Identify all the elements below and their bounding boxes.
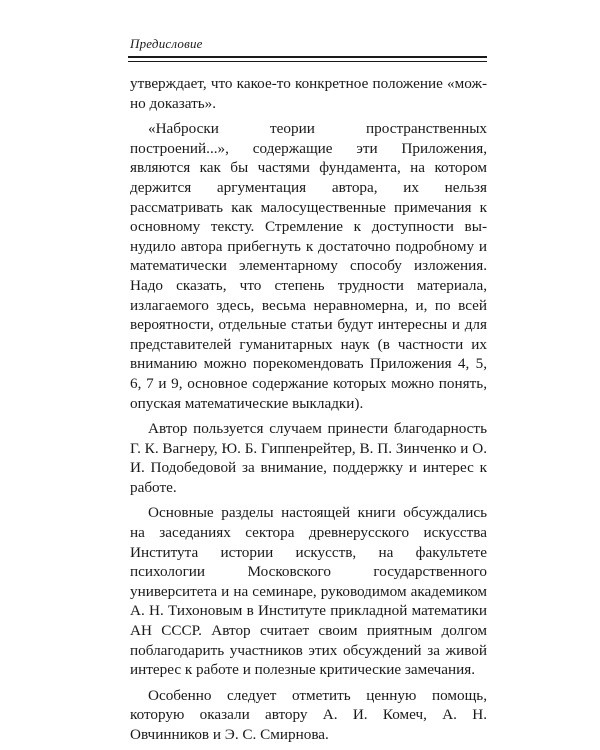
header-rule-thin (128, 61, 487, 62)
paragraph-sketches: «Наброски теории пространственных построений...», содержащие эти Приложения, являются как бы частями фундамента, на котором держится аргументация автора, их нельзя рассматривать как малосущественные примечания к основному тексту. Стремление к доступности вынудило автора прибегнуть к достаточно подробному и математически элементарному способу изложения. Надо сказать, что степень трудности материала, излагаемого здесь, весьма неравномерна, и, по всей вероятности, отдельные статьи будут интересны и для представителей гуманитарных наук (в частности их вниманию можно порекомендовать Приложения 4, 5, 6, 7 и 9, основное содержание которых можно понять, опуская математические выкладки). (130, 120, 487, 412)
running-head-title: Предисловие (130, 36, 203, 51)
paragraph-discussions: Основные разделы настоящей книги обсуждались на заседаниях сектора древнерусского искусства Института истории искусств, на факультете психологии Московского государственного университета и на семинаре, руководимом академиком А. Н. Тихоновым в Институте прикладной математики АН СССР. Автор считает своим приятным долгом поблагодарить участников этих обсуждений за живой интерес к работе и полезные критические замечания. (130, 504, 487, 679)
paragraph-special-thanks: Особенно следует отметить ценную помощь, которую оказали автору А. И. Комеч, А. Н. Овчинников и Э. С. Смирнова. (130, 686, 487, 743)
paragraph-acknowledgment: Автор пользуется случаем принести благодарность Г. К. Вагнеру, Ю. Б. Гиппенрейтер, В. П. Зинченко и О. И. Подобедовой за внимание, поддержку и интерес к работе. (130, 420, 487, 496)
paragraph-continuation: утверждает, что какое-то конкретное положение «можно доказать». (130, 75, 487, 112)
header-rule-thick (128, 56, 487, 58)
body-text (130, 74, 487, 745)
